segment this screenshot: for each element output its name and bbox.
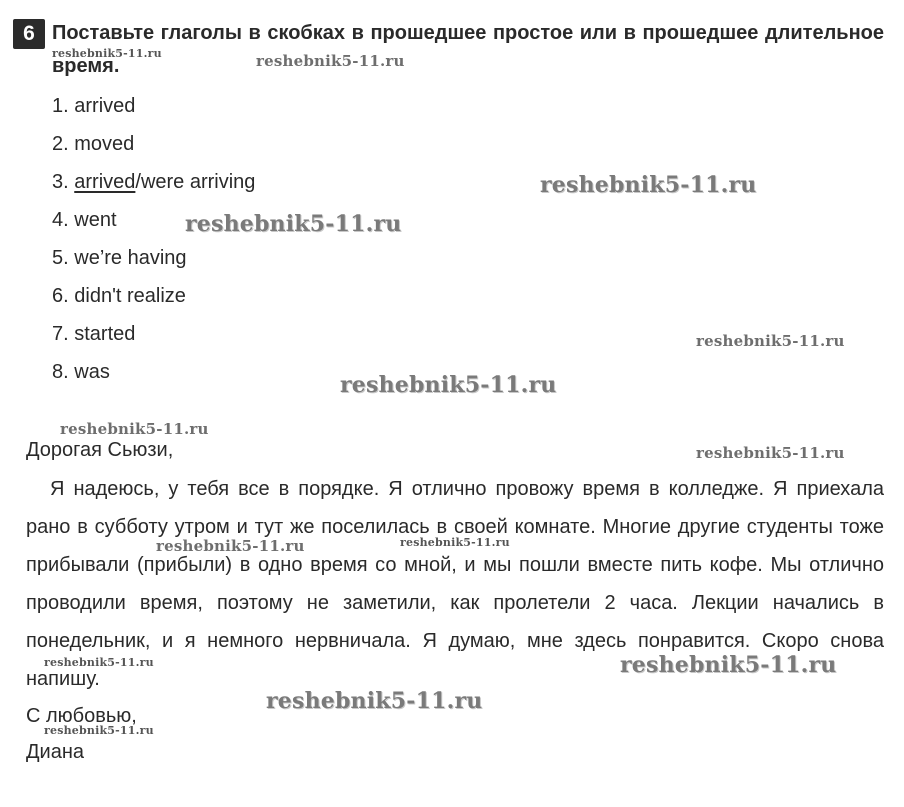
watermark: reshebnik5-11.ru bbox=[696, 444, 845, 462]
watermark: reshebnik5-11.ru bbox=[256, 52, 405, 70]
letter-body: Я надеюсь, у тебя все в порядке. Я отлично провожу время в колледже. Я приехала рано в субботу утром и тут же поселилась в своей комнате. Многие другие студенты тоже прибывали (прибыли) в одно время со мной, и мы пошли вместе пить кофе. Мы отлично проводили время, поэтому не заметили, как пролетели 2 часа. Лекции начались в понедельник, и я немного нервничала. Я думаю, мне здесь понравится. Скоро снова напишу. bbox=[26, 478, 884, 690]
answer-item bbox=[52, 356, 255, 394]
watermark: reshebnik5-11.ru bbox=[266, 688, 483, 714]
answer-text: arrived bbox=[74, 95, 136, 117]
letter-closing: С любовью, bbox=[26, 705, 137, 727]
task-instruction: Поставьте глаголы в скобках в прошедшее простое или в прошедшее длительное время. bbox=[52, 22, 884, 77]
watermark: reshebnik5-11.ru bbox=[44, 656, 154, 669]
answer-item bbox=[52, 128, 255, 166]
answer-text: was bbox=[74, 361, 110, 383]
watermark: reshebnik5-11.ru bbox=[44, 724, 154, 737]
letter-salutation: Дорогая Сьюзи, bbox=[26, 439, 174, 461]
answer-list bbox=[52, 90, 255, 394]
answer-number: 2. bbox=[52, 133, 69, 155]
answer-number: 4. bbox=[52, 209, 69, 231]
watermark: reshebnik5-11.ru bbox=[400, 536, 510, 549]
answer-item bbox=[52, 204, 255, 242]
answer-number: 1. bbox=[52, 95, 69, 117]
answer-item bbox=[52, 242, 255, 280]
answer-item bbox=[52, 318, 255, 356]
answer-item bbox=[52, 90, 255, 128]
answer-number: 7. bbox=[52, 323, 69, 345]
watermark: reshebnik5-11.ru bbox=[60, 420, 209, 438]
answer-text: we’re having bbox=[74, 247, 187, 269]
answer-item bbox=[52, 166, 255, 204]
answer-number: 8. bbox=[52, 361, 69, 383]
answer-item bbox=[52, 280, 255, 318]
answer-number: 3. bbox=[52, 171, 69, 193]
answer-text: didn't realize bbox=[74, 285, 186, 307]
letter-signature: Диана bbox=[26, 741, 85, 763]
watermark: reshebnik5-11.ru bbox=[52, 47, 162, 60]
watermark: reshebnik5-11.ru bbox=[696, 332, 845, 350]
watermark: reshebnik5-11.ru bbox=[540, 172, 757, 198]
answer-text-underlined: arrived bbox=[74, 171, 136, 193]
answer-text: went bbox=[74, 209, 117, 231]
answer-text: moved bbox=[74, 133, 135, 155]
answer-text: started bbox=[74, 323, 136, 345]
watermark: reshebnik5-11.ru bbox=[340, 372, 557, 398]
answer-text-rest: /were arriving bbox=[135, 171, 256, 193]
answer-number: 6. bbox=[52, 285, 69, 307]
watermark: reshebnik5-11.ru bbox=[185, 211, 402, 237]
answer-number: 5. bbox=[52, 247, 69, 269]
task-number-badge: 6 bbox=[13, 19, 45, 49]
watermark: reshebnik5-11.ru bbox=[620, 652, 837, 678]
watermark: reshebnik5-11.ru bbox=[156, 537, 305, 555]
